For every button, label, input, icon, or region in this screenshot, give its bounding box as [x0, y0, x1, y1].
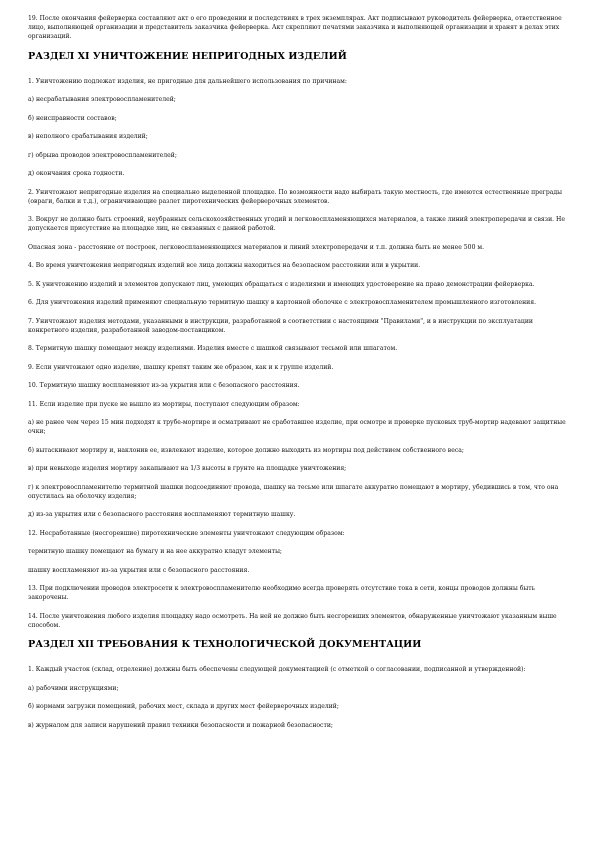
s11-item-8: 8. Термитную шашку помещают между изделиями. Изделия вместе с шашкой связывают тесьмой или шпагатом. [28, 345, 398, 352]
s11-item-11d: г) к электровоспламенителю термитной шашки подсоединяют провода, шашку на тесьме или шпагате аккуратно помещают в мортиру, убедившись в том, что она опустилась на оболочку изделия; [28, 483, 559, 500]
section-12-heading: РАЗДЕЛ XII ТРЕБОВАНИЯ К ТЕХНОЛОГИЧЕСКОЙ ДОКУМЕНТАЦИИ [28, 639, 422, 650]
s11-item-3: 3. Вокруг не должно быть строений, неубранных сельскохозяйственных угодий и легковоспламеняющихся материалов, а также линий электропередачи и связи. Не допускается присутствие на площадке лиц, не связанных с данной работой. [28, 216, 565, 232]
s11-item-6: 6. Для уничтожения изделий применяют специальную термитную шашку в картонной оболочке с электровоспламенителем промышленного изготовления. [28, 299, 537, 306]
s11-item-1c: в) неполного срабатывания изделий; [28, 133, 148, 140]
intro-paragraph: 19. После окончания фейерверка составляют акт о его проведении и последствиях в трех экземплярах. Акт подписывают руководитель фейерверка, ответственное лицо, выполняющей организации и представитель заказчика фейерверка. Акт скрепляют печатями заказчика и выполняющей организации и хранят в делах этих организаций. [28, 15, 562, 40]
s12-item-1b: б) нормами загрузки помещений, рабочих мест, склада и других мест фейерверочных изделий; [28, 703, 339, 710]
s11-item-12-step-2: шашку воспламеняют из-за укрытия или с безопасного расстояния. [28, 566, 250, 574]
s11-item-13: 13. При подключении проводов электросети к электровоспламенителю необходимо всегда проверять отсутствие тока в сети, концы проводов должны быть закорочены. [28, 585, 535, 601]
s11-item-1d: г) обрыва проводов электровоспламенителей; [28, 151, 177, 159]
s11-item-11e: д) из-за укрытия или с безопасного расстояния воспламеняют термитную шашку. [28, 511, 296, 518]
s11-item-1b: б) неисправности составов; [28, 114, 117, 122]
s11-item-7: 7. Уничтожают изделия методами, указанными в инструкции, разработанной в соответствии с настоящими "Правилами", и в инструкции по эксплуатации конкретного изделия, разработанной заводом-поставщиком. [28, 317, 533, 334]
s11-item-11: 11. Если изделие при пуске не вышло из мортиры, поступают следующим образом: [28, 400, 300, 408]
s11-item-4: 4. Во время уничтожения непригодных изделий все лица должны находиться на безопасном расстоянии или в укрытии. [28, 262, 421, 269]
s11-item-11c: в) при невыходе изделия мортиру закапывают на 1/3 высоты в грунте на площадке уничтожения; [28, 465, 347, 472]
s11-item-12-step-1: термитную шашку помещают на бумагу и на нее аккуратно кладут элементы; [28, 548, 282, 555]
s11-item-1: 1. Уничтожению подлежат изделия, не пригодные для дальнейшего использования по причинам: [28, 77, 347, 85]
s11-item-11a: а) не ранее чем через 15 мин подходят к трубе-мортире и осматривают не сработавшее изделие, при осмотре и проверке пусковых труб-мортир надевают защитные очки; [28, 419, 566, 435]
s11-item-9: 9. Если уничтожают одно изделие, шашку крепят таким же образом, как и к группе изделий. [28, 363, 334, 371]
s11-item-1e: д) окончания срока годности. [28, 170, 125, 177]
s12-item-1: 1. Каждый участок (склад, отделение) должны быть обеспечены следующей документацией (с отметкой о согласовании, подписанной и утвержденной): [28, 666, 526, 673]
document-page [28, 14, 568, 730]
s11-item-10: 10. Термитную шашку воспламеняют из-за укрытия или с безопасного расстояния. [28, 382, 300, 389]
s12-item-1a: а) рабочими инструкциями; [28, 684, 119, 692]
s12-item-1c: в) журналом для записи нарушений правил техники безопасности и пожарной безопасности; [28, 721, 333, 729]
s11-item-12: 12. Несработанные (несгоревшие) пиротехнические элементы уничтожают следующим образом: [28, 529, 345, 537]
s11-item-5: 5. К уничтожению изделий и элементов допускают лиц, умеющих обращаться с изделиями и имеющих удостоверение на право демонстрации фейерверка. [28, 280, 535, 288]
section-11-heading: РАЗДЕЛ XI УНИЧТОЖЕНИЕ НЕПРИГОДНЫХ ИЗДЕЛИЙ [28, 50, 347, 62]
s11-item-1a: а) несрабатывания электровоспламенителей; [28, 96, 176, 103]
s11-item-14: 14. После уничтожения любого изделия площадку надо осмотреть. На ней не должно быть несгоревших элементов, обнаруженные уничтожают указанным выше способом. [28, 612, 557, 629]
s11-item-2: 2. Уничтожают непригодные изделия на специально выделенной площадке. По возможности надо выбирать такую местность, где имеются естественные преграды (овраги, балки и т.д.), ограничивающие разлет пиротехнических фейерверочных элементов. [28, 188, 563, 205]
s11-item-11b: б) вытаскивают мортиру и, наклонив ее, извлекают изделие, которое должно выходить из мортиры под действием собственного веса; [28, 446, 464, 454]
s11-danger-zone: Опасная зона - расстояние от построек, легковоспламеняющихся материалов и линий электропередачи и т.п. должна быть не менее 500 м. [28, 243, 485, 251]
